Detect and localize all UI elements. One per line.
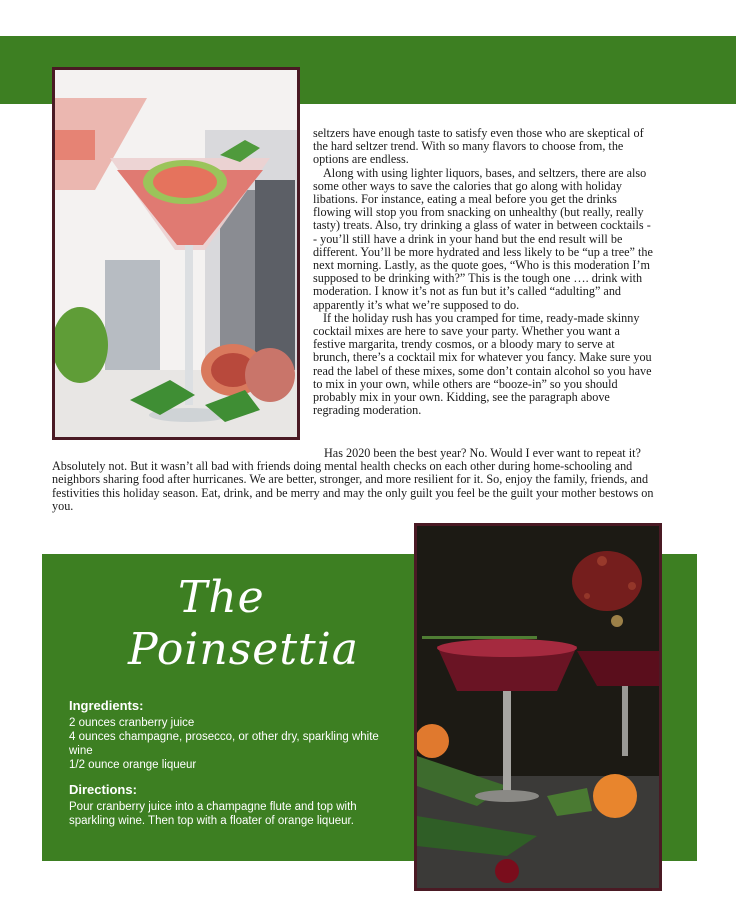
recipe-details: [69, 698, 389, 828]
article-paragraph: If the holiday rush has you cramped for time, ready-made skinny cocktail mixes are here to save your party. Whether you want a festive margarita, trendy cosmos, or a bloody mary to serve at brunch, there’s a cocktail mix for whatever you fancy. Make sure you read the label of these mixes, some don’t contain alcohol so you have to mix in your own, while others are “booze-in” so you should probably mix in your own. Kidding, see the paragraph above regrading moderation.: [313, 310, 652, 418]
article-column: [313, 127, 653, 417]
article-closing: [52, 447, 668, 513]
cranberry-cocktail-photo: [414, 523, 662, 891]
ingredient-item: 2 ounces cranberry juice: [69, 717, 195, 729]
ingredients-heading: Ingredients:: [69, 698, 144, 713]
article-paragraph: Along with using lighter liquors, bases, and seltzers, there are also some other ways to save the calories that go along with holiday libations. For instance, eating a meal before you get the drinks flowing will stop you from snacking on unhealthy (but really, really tasty) treats. Also, try drinking a glass of water in between cocktails -- you’ll still have a drink in your hand but the end result will be different. You’ll be more hydrated and less likely to be “up a tree” the next morning. Lastly, as the quote goes, “Who is this moderation I’m supposed to be drinking with?” This is the tough one …. drink with moderation. I know it’s not as fun but it’s called “adulting” and apparently it’s what we’re supposed to do.: [313, 165, 653, 312]
ingredient-item: 1/2 ounce orange liqueur: [69, 759, 197, 771]
recipe-title-line2: Poinsettia: [128, 624, 360, 675]
recipe-title-line1: The: [178, 572, 265, 623]
closing-paragraph: Absolutely not. But it wasn’t all bad with friends doing mental health checks on each other during home-schooling and neighbors sharing food after hurricanes. We are better, stronger, and more resilient for it. So, enjoy the family, friends, and festivities this holiday season. Eat, drink, and be merry and may the only guilt you feel be the guilt your mother bestows on you.: [52, 459, 654, 513]
recipe-title: [128, 572, 358, 676]
directions-text: Pour cranberry juice into a champagne flute and top with sparkling wine. Then top with a floater of orange liqueur.: [69, 801, 357, 827]
directions-heading: Directions:: [69, 782, 137, 797]
ingredient-item: 4 ounces champagne, prosecco, or other dry, sparkling white wine: [69, 731, 379, 757]
closing-first-line: Has 2020 been the best year? No. Would I ever want to repeat it?: [324, 446, 641, 460]
article-paragraph: seltzers have enough taste to satisfy even those who are skeptical of the hard seltzer trend. With so many flavors to choose from, the options are endless.: [313, 126, 644, 167]
martini-cocktail-photo: [52, 67, 300, 440]
